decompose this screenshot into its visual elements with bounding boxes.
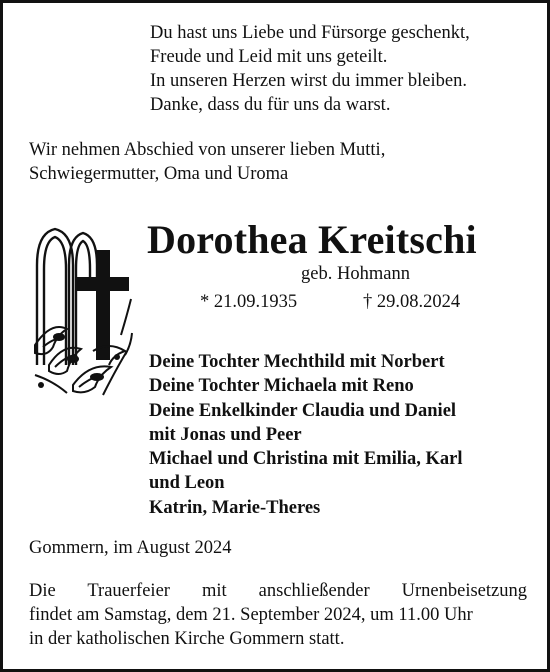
poem — [150, 21, 470, 117]
death-date: † 29.08.2024 — [363, 292, 461, 312]
service-line: Die Trauerfeier mit anschließender Urnenbeisetzung — [29, 581, 527, 601]
maiden-name: geb. Hohmann — [301, 264, 410, 284]
mourner-line: Michael und Christina mit Emilia, Karl — [149, 449, 463, 470]
mourner-line: und Leon — [149, 473, 225, 494]
farewell-intro — [29, 138, 385, 186]
poem-line: Freude und Leid mit uns geteilt. — [150, 47, 388, 67]
deceased-name: Dorothea Kreitschi — [147, 217, 477, 262]
intro-line: Wir nehmen Abschied von unserer lieben Mutti, — [29, 140, 386, 160]
mourner-line: Deine Tochter Mechthild mit Norbert — [149, 352, 445, 372]
poem-line: In unseren Herzen wirst du immer bleiben. — [150, 71, 467, 91]
intro-line: Schwiegermutter, Oma und Uroma — [29, 164, 289, 184]
poem-line: Danke, dass du für uns da warst. — [150, 95, 391, 115]
service-line: findet am Samstag, dem 21. September 2024, um 11.00 Uhr — [29, 605, 473, 625]
birth-date: * 21.09.1935 — [200, 292, 298, 312]
mourner-line: Katrin, Marie-Theres — [149, 497, 321, 518]
mourner-line: Deine Tochter Michaela mit Reno — [149, 376, 414, 397]
mourner-line: Deine Enkelkinder Claudia und Daniel — [149, 400, 457, 421]
service-line: in der katholischen Kirche Gommern statt. — [29, 629, 345, 649]
mourners-list — [149, 350, 462, 520]
mourner-line: mit Jonas und Peer — [149, 424, 302, 445]
cross-window-lily-icon — [33, 225, 133, 397]
poem-line: Du hast uns Liebe und Fürsorge geschenkt, — [150, 23, 470, 43]
funeral-service-notice — [29, 579, 527, 651]
place-and-date: Gommern, im August 2024 — [29, 538, 232, 558]
